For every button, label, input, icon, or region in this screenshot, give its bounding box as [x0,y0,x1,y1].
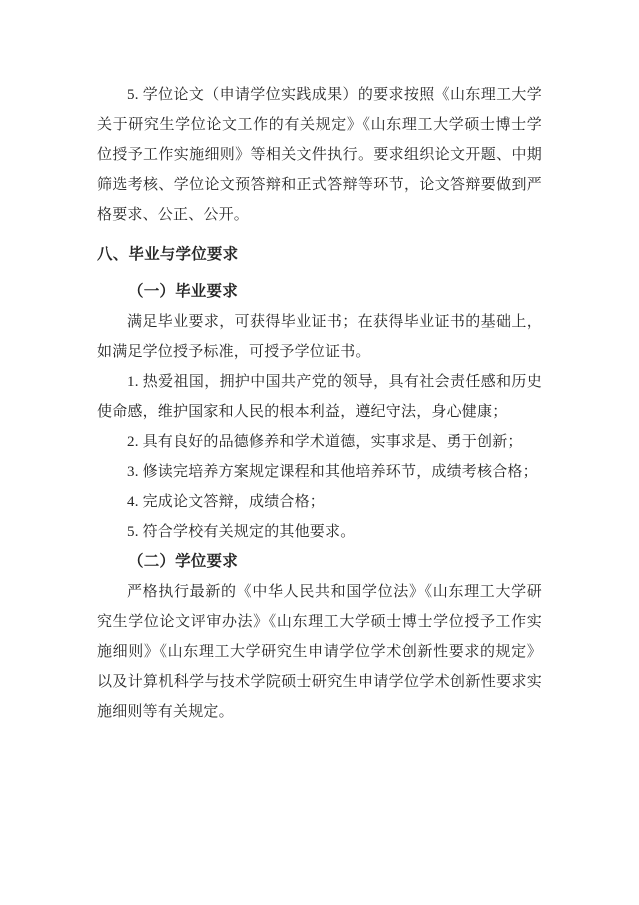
subheading-graduation-requirements: （一）毕业要求 [128,283,238,300]
graduation-requirement-item-2: 2. 具有良好的品德修养和学术道德，实事求是、勇于创新； [127,434,523,450]
degree-requirements-paragraph: 严格执行最新的《中华人民共和国学位法》《山东理工大学研究生学位论文评审办法》《山东理工大学硕士博士学位授予工作实施细则》《山东理工大学研究生申请学位学术创新性要求的规定》以及计算机科学与技术学院硕士研究生申请学位学术创新性要求实施细则等有关规定。 [97,584,542,720]
section-heading-graduation-and-degree-requirements: 八、毕业与学位要求 [97,246,239,263]
graduation-requirement-item-4: 4. 完成论文答辩，成绩合格； [127,494,326,510]
graduation-requirement-item-5: 5. 符合学校有关规定的其他要求。 [127,524,356,540]
graduation-intro-paragraph: 满足毕业要求，可获得毕业证书；在获得毕业证书的基础上，如满足学位授予标准，可授予学位证书。 [97,314,542,360]
thesis-requirement-paragraph: 5. 学位论文（申请学位实践成果）的要求按照《山东理工大学关于研究生学位论文工作的有关规定》《山东理工大学硕士博士学位授予工作实施细则》等相关文件执行。要求组织论文开题、中期筛选考核、学位论文预答辩和正式答辩等环节，论文答辩要做到严格要求、公正、公开。 [97,87,542,223]
graduation-requirement-item-1: 1. 热爱祖国，拥护中国共产党的领导，具有社会责任感和历史使命感，维护国家和人民的根本利益，遵纪守法，身心健康； [97,374,542,420]
graduation-requirement-item-3: 3. 修读完培养方案规定课程和其他培养环节，成绩考核合格； [127,464,538,480]
subheading-degree-requirements: （二）学位要求 [128,553,238,570]
